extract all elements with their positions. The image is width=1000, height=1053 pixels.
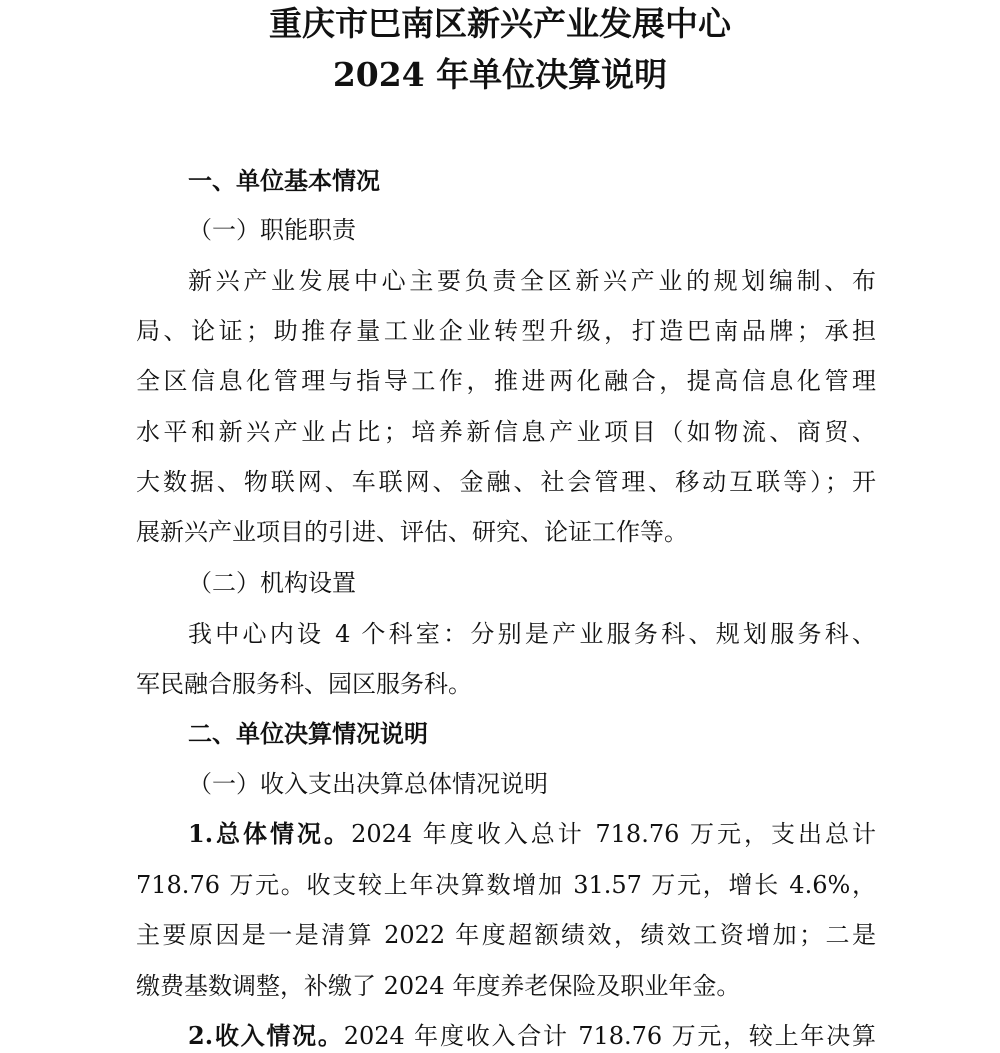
paragraph-line: 大数据、物联网、车联网、金融、社会管理、移动互联等）；开 <box>136 468 876 496</box>
paragraph-line: 我中心内设 4 个科室：分别是产业服务科、规划服务科、 <box>188 620 876 648</box>
paragraph-line <box>188 1021 876 1051</box>
section1-sub2-heading: （二）机构设置 <box>188 569 356 597</box>
paragraph-line: 718.76 万元。收支较上年决算数增加 31.57 万元，增长 4.6%， <box>136 871 876 899</box>
paragraph-line: 局、论证；助推存量工业企业转型升级，打造巴南品牌；承担 <box>136 317 876 345</box>
section2-heading: 二、单位决算情况说明 <box>188 719 428 748</box>
para-label: 1.总体情况。 <box>188 819 352 848</box>
para-label: 2.收入情况。 <box>188 1021 344 1050</box>
section1-sub1-heading: （一）职能职责 <box>188 216 356 244</box>
section2-sub1-heading: （一）收入支出决算总体情况说明 <box>188 770 548 798</box>
paragraph-line <box>188 819 876 849</box>
paragraph-line: 展新兴产业项目的引进、评估、研究、论证工作等。 <box>136 518 688 546</box>
paragraph-line: 缴费基数调整，补缴了 2024 年度养老保险及职业年金。 <box>136 972 741 1000</box>
para-text: 2024 年度收入合计 718.76 万元，较上年决算 <box>343 1022 876 1050</box>
document-title-line2: 2024 年单位决算说明 <box>332 55 668 94</box>
paragraph-line: 新兴产业发展中心主要负责全区新兴产业的规划编制、布 <box>188 267 876 295</box>
paragraph-line: 军民融合服务科、园区服务科。 <box>136 670 472 698</box>
section1-heading: 一、单位基本情况 <box>188 166 380 195</box>
paragraph-line: 全区信息化管理与指导工作，推进两化融合，提高信息化管理 <box>136 367 876 395</box>
document-title-line1: 重庆市巴南区新兴产业发展中心 <box>269 4 731 43</box>
paragraph-line: 水平和新兴产业占比；培养新信息产业项目（如物流、商贸、 <box>136 418 876 446</box>
paragraph-line: 主要原因是一是清算 2022 年度超额绩效，绩效工资增加；二是 <box>136 921 876 949</box>
para-text: 2024 年度收入总计 718.76 万元，支出总计 <box>351 820 876 848</box>
